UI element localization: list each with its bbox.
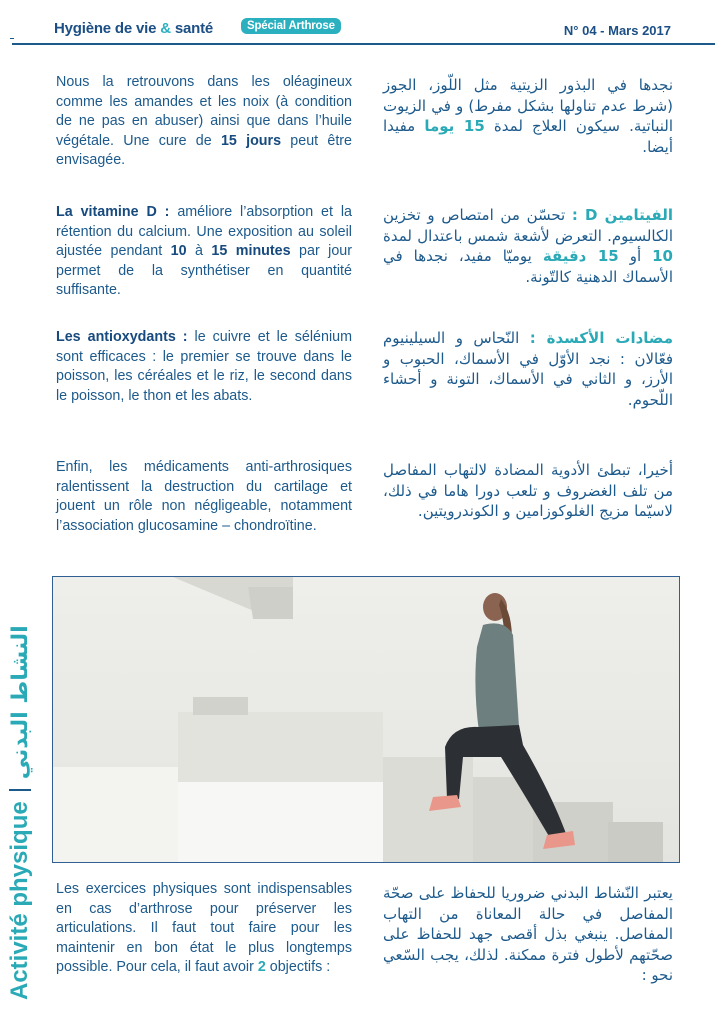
paragraph-text: Nous la retrouvons dans les oléagineux comme les amandes et les noix (à condition de ne pas en abuser) ainsi que dans l’huile végétale. Une cure de <box>56 74 352 149</box>
section-label <box>6 625 34 1000</box>
paragraph-text: النّحاس و السيلينيوم فعّالان : نجد الأوّل في الأسماك، الحبوب و الأرز، و الثاني في الأسماك، التونة و أحشاء اللّحوم. <box>383 329 673 409</box>
photo-block-left <box>53 767 183 862</box>
section-label-fr: Activité physique <box>6 801 33 1000</box>
paragraph-text: تحسّن من امتصاص و تخزين الكالسيوم. التعرض لأشعة شمس باعتدال لمدة <box>383 206 673 245</box>
lead-vitamin-d: الفيتامين D : <box>571 206 673 224</box>
title-part-1: Hygiène de vie <box>54 20 161 37</box>
paragraph-ar-antioxidants <box>383 328 673 410</box>
paragraph-text: يوميّا مفيد، نجدها في الأسماك الدهنية كالتّونة. <box>383 247 673 286</box>
paragraph-ar-medication: أخيرا، تبطئ الأدوية المضادة لالتهاب المفاصل من تلف الغضروف و تلعب دورا هاما في ذلك، لاسيّما مزيج الغلوكوزامين و الكوندرويتين. <box>383 461 673 521</box>
exercise-photo <box>52 576 680 863</box>
bold-number: 10 <box>170 243 187 260</box>
paragraph-text: Les exercices physiques sont indispensables en cas d’arthrose pour préserver les articulations. Il faut tout faire pour les maintenir en bon état le plus longtemps possible. Pour cela, il faut avoir <box>56 881 352 976</box>
header-divider <box>12 43 715 45</box>
paragraph-fr-medication: Enfin, les médicaments anti-arthrosiques ralentissent la destruction du cartilage et jouent un rôle non négligeable, notamment l’association glucosamine – chondroïtine. <box>56 459 352 534</box>
highlight-number: 2 <box>257 959 266 976</box>
issue-number: N° 04 - Mars 2017 <box>563 23 671 38</box>
paragraph-ar-vitamin-d <box>383 205 673 287</box>
page-header <box>0 0 715 45</box>
paragraph-ar-oleaginous <box>383 75 673 157</box>
special-badge: Spécial Arthrose <box>241 18 341 34</box>
paragraph-text: peut être envisagée. <box>56 132 353 169</box>
paragraph-text: améliore l’absorption et la rétention du calcium. Une exposition au soleil ajustée pendant <box>56 204 352 260</box>
woman-climbing-stairs-illustration <box>53 577 679 862</box>
paragraph-text: نجدها في البذور الزيتية مثل اللّوز، الجوز (شرط عدم تناولها بشكل مفرط) و في الزيوت النباتية. سيكون العلاج لمدة <box>383 76 673 136</box>
paragraph-fr-antioxidants <box>56 328 352 406</box>
title-ampersand: & <box>160 20 171 37</box>
highlight-number: 10 <box>652 247 673 266</box>
highlight-duration: 15 يوما <box>424 117 485 136</box>
paragraph-text: objectifs : <box>265 959 331 976</box>
paragraph-ar-physical-exercise: يعتبر النّشاط البدني ضروريا للحفاظ على صحّة المفاصل في حالة المعاناة من التهاب المفاصل. ينبغي بذل أقصى جهد للحفاظ على صحّتهم لأطول فترة ممكنة. لذلك، يجب السّعي نحو : <box>383 884 673 985</box>
paragraph-fr-oleaginous <box>56 73 352 171</box>
bold-duration: 15 jours <box>220 132 282 149</box>
paragraph-text: par jour permet de la synthétiser en quantité suffisante. <box>56 243 352 299</box>
header-mark <box>10 38 14 39</box>
paragraph-text: le cuivre et le sélénium sont efficaces : le premier se trouve dans le poisson, les céréales et le riz, le second dans le poisson, le thon et les abats. <box>56 329 352 404</box>
photo-step-edge <box>193 697 248 715</box>
lead-vitamin-d: La vitamine D : <box>56 204 170 220</box>
section-label-divider <box>9 789 31 791</box>
paragraph-text: à <box>186 243 212 260</box>
photo-stair-4 <box>608 822 663 862</box>
title-part-2: santé <box>170 20 214 37</box>
lead-antioxidants: Les antioxydants : <box>56 329 188 345</box>
paragraph-fr-physical-exercise <box>56 880 352 978</box>
paragraph-fr-vitamin-d <box>56 203 352 301</box>
paragraph-text: مفيدا أيضا. <box>383 117 673 156</box>
magazine-title <box>54 20 213 37</box>
paragraph-text: أو <box>618 247 653 266</box>
lead-antioxidants: مضادات الأكسدة : <box>529 329 673 347</box>
figure-jacket <box>475 623 519 732</box>
photo-step-top <box>178 712 383 782</box>
photo-ledge-shadow <box>248 587 293 619</box>
section-label-ar: النشاط البدني <box>7 625 33 780</box>
bold-number: 15 minutes <box>211 243 291 260</box>
highlight-number: 15 دقيقة <box>542 247 619 266</box>
